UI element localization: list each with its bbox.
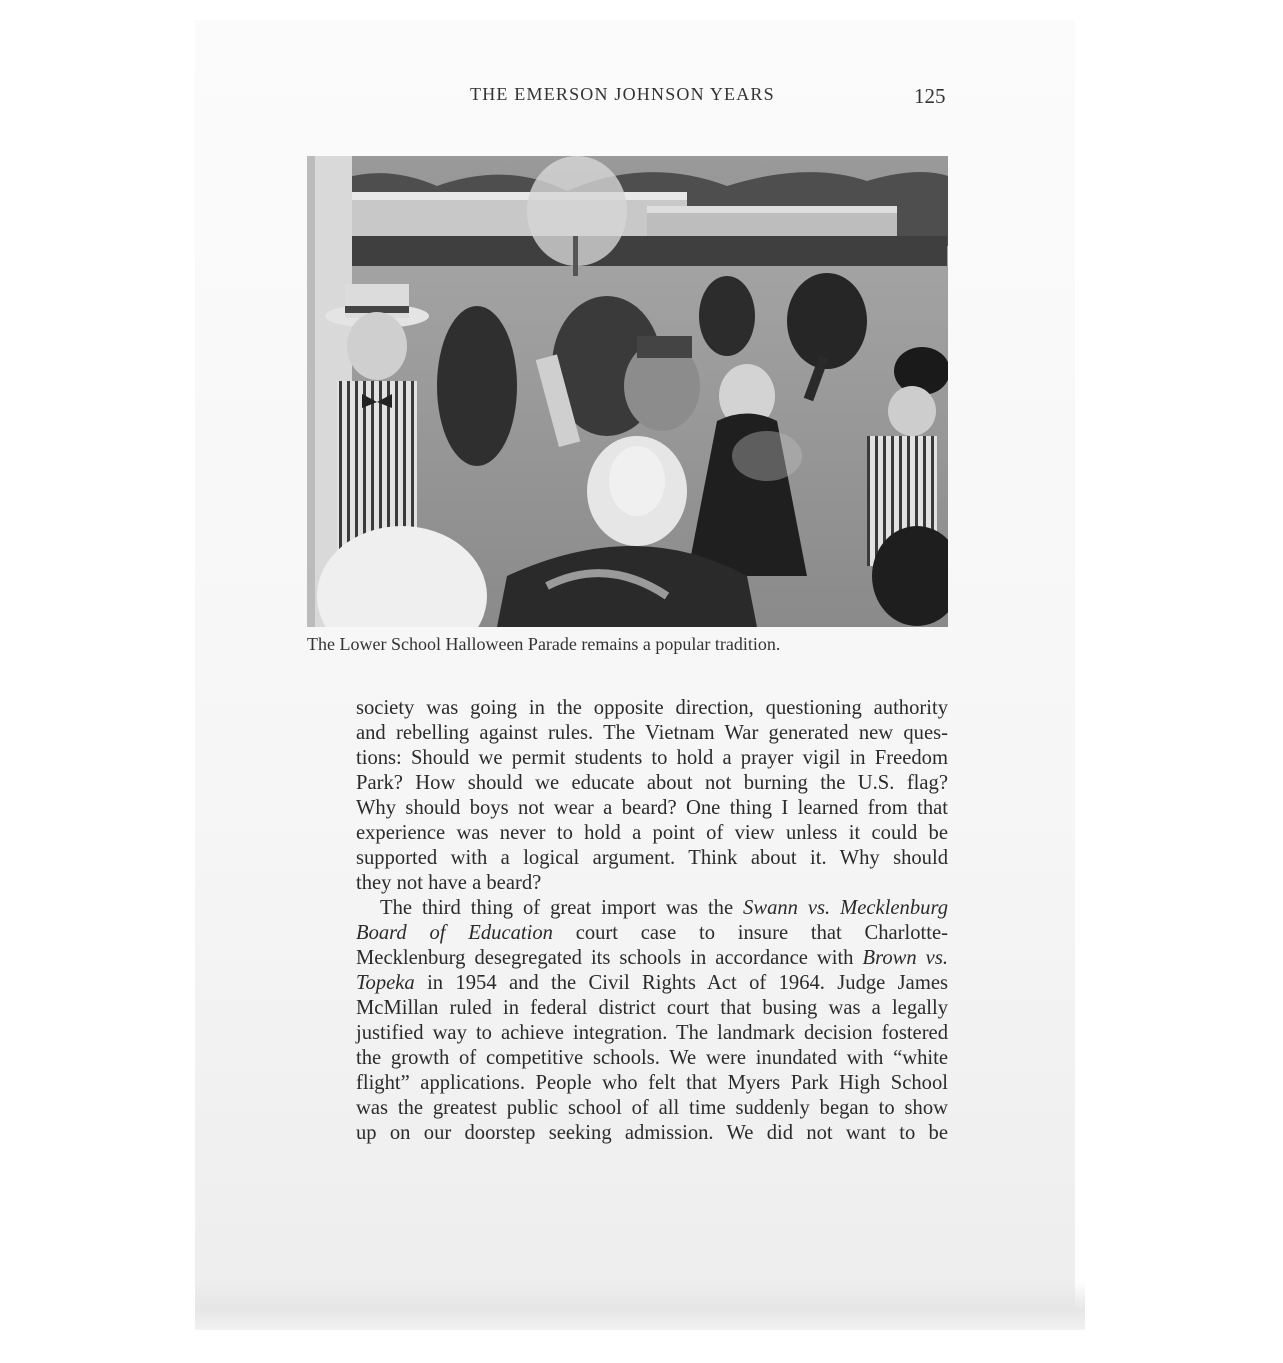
text-line: Park? How should we educate about not burning the U.S. flag? [356, 772, 948, 794]
body-text [356, 696, 948, 1146]
case-name: Brown vs. [862, 947, 948, 969]
text-span: Mecklenburg desegregated its schools in accordance with [356, 947, 863, 969]
text-line: supported with a logical argument. Think about it. Why should [356, 847, 948, 869]
text-line [356, 921, 948, 946]
text-line: flight” applications. People who felt that Myers Park High School [356, 1072, 948, 1094]
case-name: Swann vs. Mecklenburg [743, 897, 948, 919]
text-line: up on our doorstep seeking admission. We did not want to be [356, 1122, 948, 1144]
halloween-parade-photo [307, 156, 948, 627]
text-line: they not have a beard? [356, 872, 542, 894]
page-number: 125 [914, 84, 946, 108]
text-line [356, 971, 948, 996]
case-name: Board of Education [356, 922, 553, 944]
text-line: society was going in the opposite direction, questioning authority [356, 697, 948, 719]
text-span: in 1954 and the Civil Rights Act of 1964. Judge James [414, 972, 948, 994]
text-line: experience was never to hold a point of view unless it could be [356, 822, 948, 844]
case-name: Topeka [356, 972, 415, 994]
text-line: the growth of competitive schools. We were inundated with “white [356, 1047, 948, 1069]
text-line: justified way to achieve integration. The landmark decision fostered [356, 1022, 948, 1044]
text-span: The third thing of great import was the [380, 897, 744, 919]
text-line: tions: Should we permit students to hold a prayer vigil in Freedom [356, 747, 948, 769]
text-line [356, 946, 948, 971]
text-line: Why should boys not wear a beard? One thing I learned from that [356, 797, 948, 819]
photo-illustration [307, 156, 948, 627]
figure-caption: The Lower School Halloween Parade remains a popular tradition. [307, 634, 781, 654]
running-head: THE EMERSON JOHNSON YEARS [470, 84, 775, 104]
text-line: McMillan ruled in federal district court that busing was a legally [356, 997, 948, 1019]
text-line: and rebelling against rules. The Vietnam War generated new ques- [356, 722, 948, 744]
text-line [356, 896, 948, 921]
text-line: was the greatest public school of all time suddenly began to show [356, 1097, 948, 1119]
text-span: court case to insure that Charlotte- [552, 922, 948, 944]
